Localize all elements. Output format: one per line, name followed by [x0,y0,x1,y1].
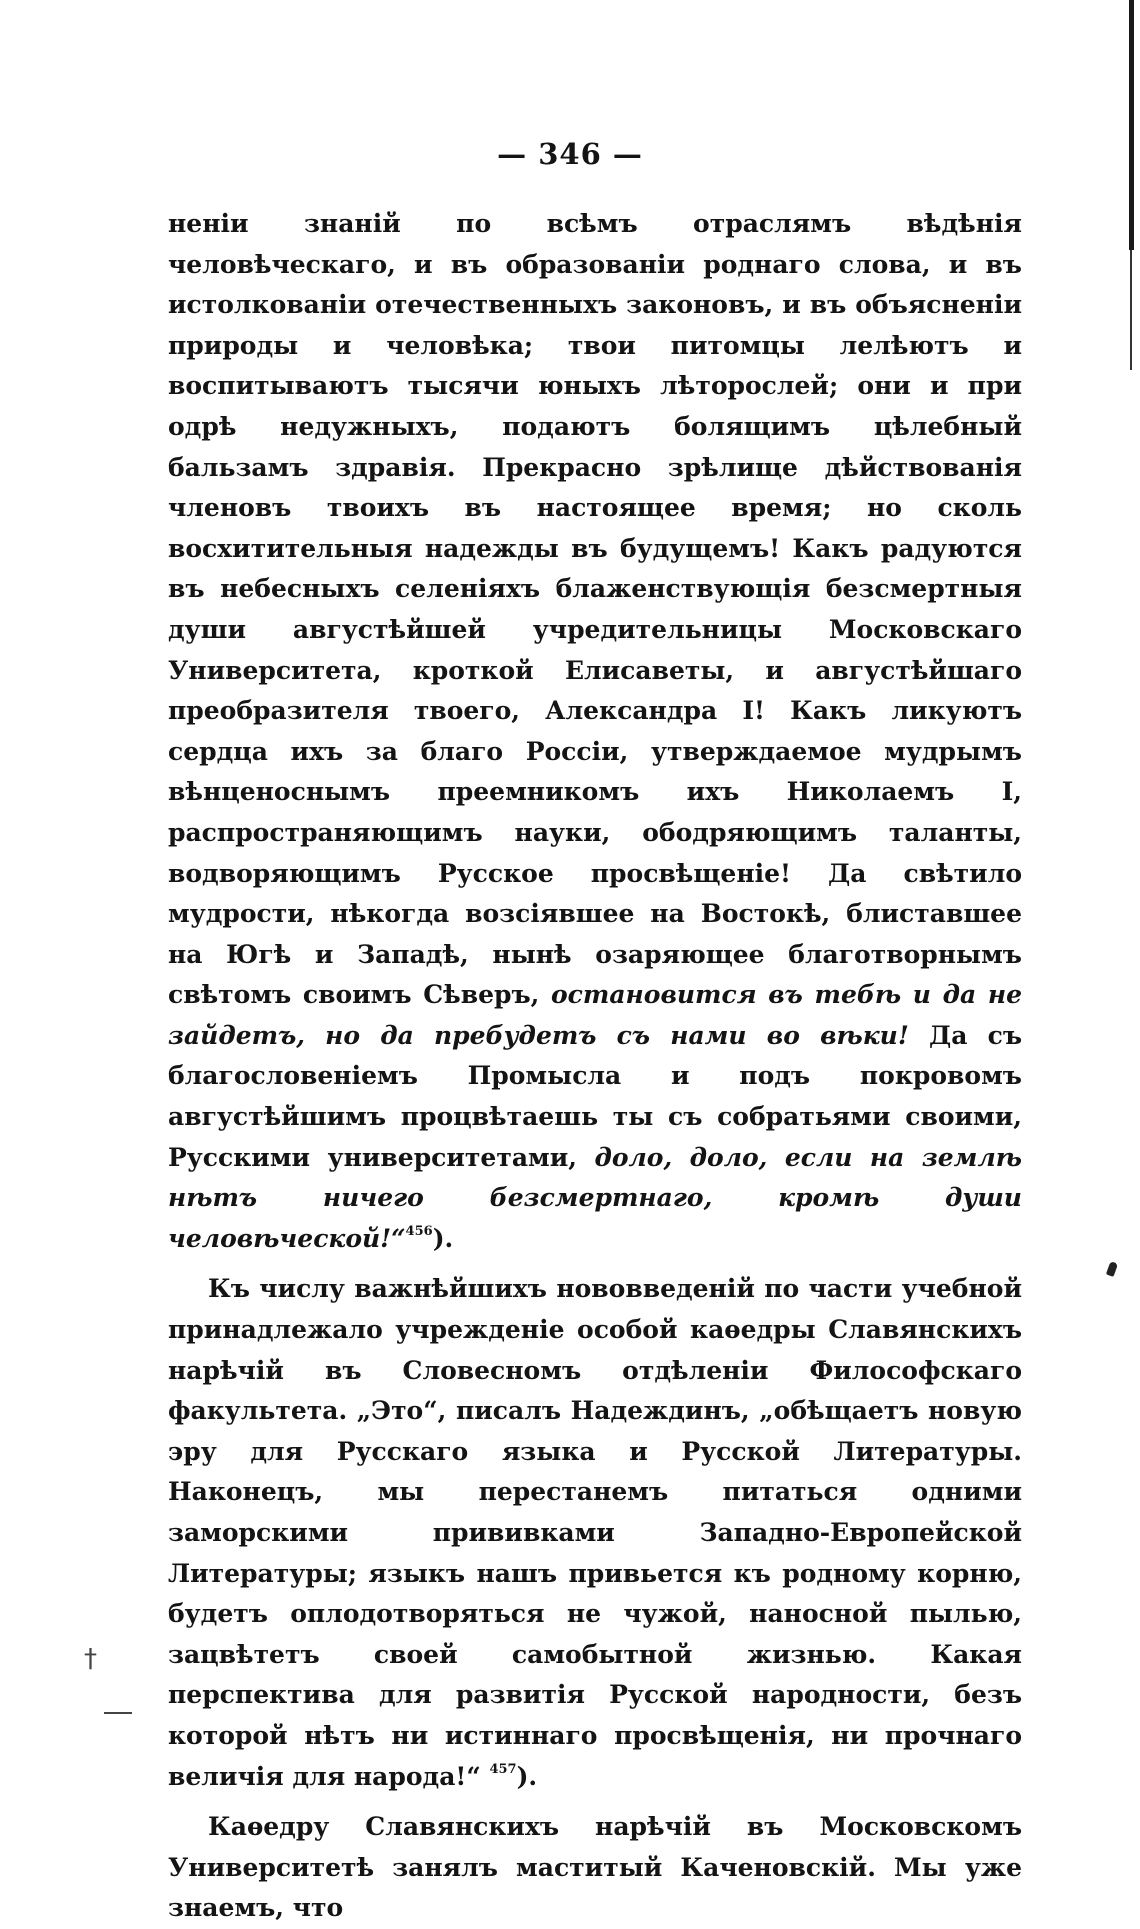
text-segment: ). [516,1761,538,1791]
footnote-ref-457: 457 [489,1761,517,1777]
text-segment: Да съ благословеніемъ Промысла и подъ покровомъ августѣйшимъ процвѣтаешь ты съ собратьями своими, Русскими университетами, [168,1020,1023,1172]
footnote-ref-456: 456 [405,1223,433,1239]
page-number: — 346 — [497,137,643,171]
paragraph-3 [168,1807,1022,1929]
italic-quote: остановится въ тебѣ и да не зайдетъ, но да пребудетъ съ нами во вѣки! [168,980,1022,1050]
page-edge-shadow [1129,0,1134,250]
ink-speck [1106,1261,1118,1277]
page-edge-shadow-lower [1130,250,1132,370]
text-segment: ). [432,1223,454,1253]
italic-quote: доло, доло, если на землѣ нѣтъ ничего безсмертнаго, кромѣ души человѣческой!“ [168,1142,1022,1253]
paragraph-2 [168,1269,1022,1797]
text-segment: неніи знаній по всѣмъ отраслямъ вѣдѣнія человѣческаго, и въ образованіи роднаго слова, и въ истолкованіи отечественныхъ законовъ, и въ объясненіи природы и человѣка; твои питомцы лелѣютъ и воспитываютъ тысячи юныхъ лѣторослей; они и при одрѣ недужныхъ, подаютъ болящимъ цѣлебный бальзамъ здравія. Прекрасно зрѣлище дѣйствованія членовъ твоихъ въ настоящее время; но сколь восхитительныя надежды въ будущемъ! Какъ радуются въ небесныхъ селеніяхъ блаженствующія безсмертныя души августѣйшей учредительницы Московскаго Университета, кроткой Елисаветы, и августѣйшаго преобразителя твоего, Александра I! Какъ ликуютъ сердца ихъ за благо Россіи, утверждаемое мудрымъ вѣнценоснымъ преемникомъ ихъ Николаемъ I, распространяющимъ науки, ободряющимъ таланты, водворяющимъ Русское просвѣщеніе! Да свѣтило мудрости, нѣкогда возсіявшее на Востокѣ, блиставшее на Югѣ и Западѣ, нынѣ озаряющее благотворнымъ свѣтомъ своимъ Сѣверъ, [168,209,1022,1010]
margin-cross-mark: † [84,1644,97,1674]
text-segment: Къ числу важнѣйшихъ нововведеній по части учебной принадлежало учрежденіе особой каѳедры Славянскихъ нарѣчій въ Словесномъ отдѣленіи Философскаго факультета. „Это“, писалъ Надеждинъ, „обѣщаетъ новую эру для Русскаго языка и Русской Литературы. Наконецъ, мы перестанемъ питаться одними заморскими прививками Западно-Европейской Литературы; языкъ нашъ привьется къ родному корню, будетъ оплодотворяться не чужой, наносной пылью, зацвѣтетъ своей самобытной жизнью. Какая перспектива для развитія Русской народности, безъ которой нѣтъ ни истиннаго просвѣщенія, ни прочнаго величія для народа!“ [168,1274,1022,1791]
paragraph-1 [168,204,1022,1259]
margin-dash-mark [104,1712,132,1714]
body-text [168,204,1022,1929]
text-segment: Каѳедру Славянскихъ нарѣчій въ Московскомъ Университетѣ занялъ маститый Каченовскій. Мы уже знаемъ, что [168,1812,1022,1923]
